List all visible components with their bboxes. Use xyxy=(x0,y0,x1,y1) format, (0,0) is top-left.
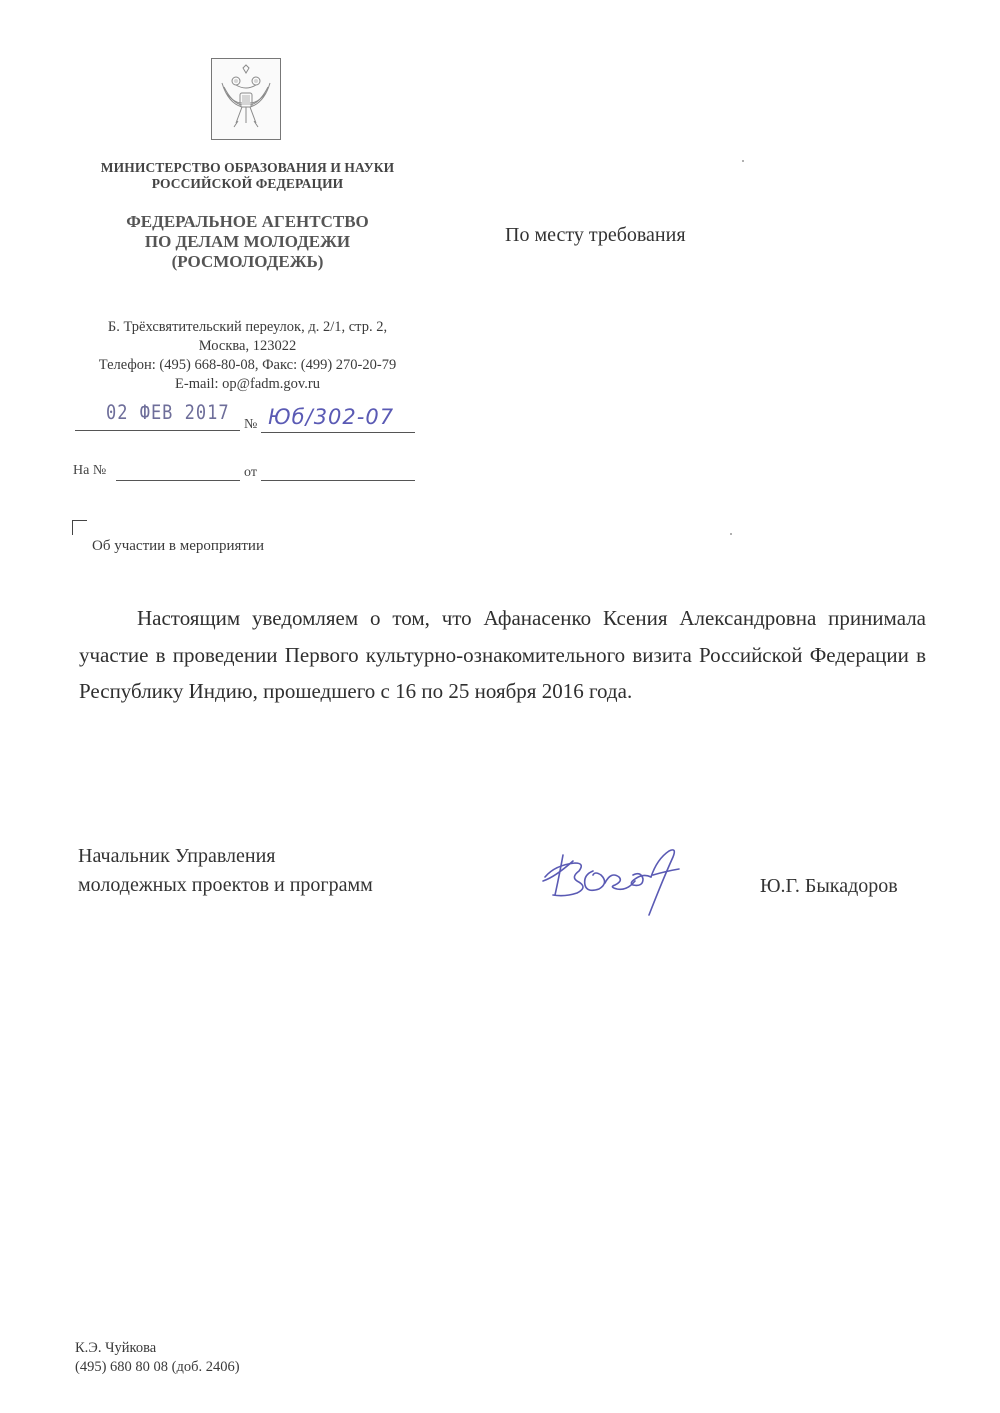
address-email: E-mail: op@fadm.gov.ru xyxy=(175,376,320,392)
signer-position xyxy=(78,842,373,900)
reference-date-label: от xyxy=(244,465,257,480)
date-stamp: 02 ФЕВ 2017 xyxy=(106,401,230,425)
addressee: По месту требования xyxy=(505,224,686,246)
handwritten-signature xyxy=(535,835,705,920)
ministry-line-2: РОССИЙСКОЙ ФЕДЕРАЦИИ xyxy=(151,176,344,191)
executor-phone: (495) 680 80 08 (доб. 2406) xyxy=(75,1359,240,1375)
executor-info xyxy=(75,1339,240,1377)
subject-corner-mark xyxy=(72,520,87,535)
address-phone-fax: Телефон: (495) 668-80-08, Факс: (499) 270-20-79 xyxy=(98,357,397,373)
executor-name: К.Э. Чуйкова xyxy=(75,1340,157,1356)
outgoing-number: Юб/302-07 xyxy=(268,405,395,429)
agency-line-2: ПО ДЕЛАМ МОЛОДЕЖИ xyxy=(144,232,351,251)
scan-speck xyxy=(730,533,732,535)
number-underline xyxy=(261,432,415,433)
number-sign: № xyxy=(244,417,258,432)
date-underline xyxy=(75,430,240,431)
agency-line-1: ФЕДЕРАЛЬНОЕ АГЕНТСТВО xyxy=(126,212,369,231)
ministry-line-1: МИНИСТЕРСТВО ОБРАЗОВАНИЯ И НАУКИ xyxy=(100,160,395,175)
reference-number-underline xyxy=(116,480,240,481)
subject-line: Об участии в мероприятии xyxy=(92,538,264,554)
agency-address xyxy=(60,318,435,394)
russian-coat-of-arms-icon xyxy=(211,58,281,140)
reference-date-underline xyxy=(261,480,415,481)
address-line-2: Москва, 123022 xyxy=(198,338,297,354)
agency-name xyxy=(80,212,415,272)
agency-line-3: (РОСМОЛОДЕЖЬ) xyxy=(171,252,324,271)
reference-number-label: На № xyxy=(73,463,107,478)
signer-name: Ю.Г. Быкадоров xyxy=(760,875,898,897)
position-line-1: Начальник Управления xyxy=(78,845,276,867)
address-line-1: Б. Трёхсвятительский переулок, д. 2/1, стр. 2, xyxy=(107,319,388,335)
letter-body: Настоящим уведомляем о том, что Афанасенко Ксения Александровна принимала участие в проведении Первого культурно-ознакомительного визита Российской Федерации в Республику Индию, прошедшего с 16 по 25 ноября 2016 года. xyxy=(79,606,926,703)
ministry-name xyxy=(80,160,415,192)
scan-speck xyxy=(742,160,744,162)
position-line-2: молодежных проектов и программ xyxy=(78,874,373,896)
